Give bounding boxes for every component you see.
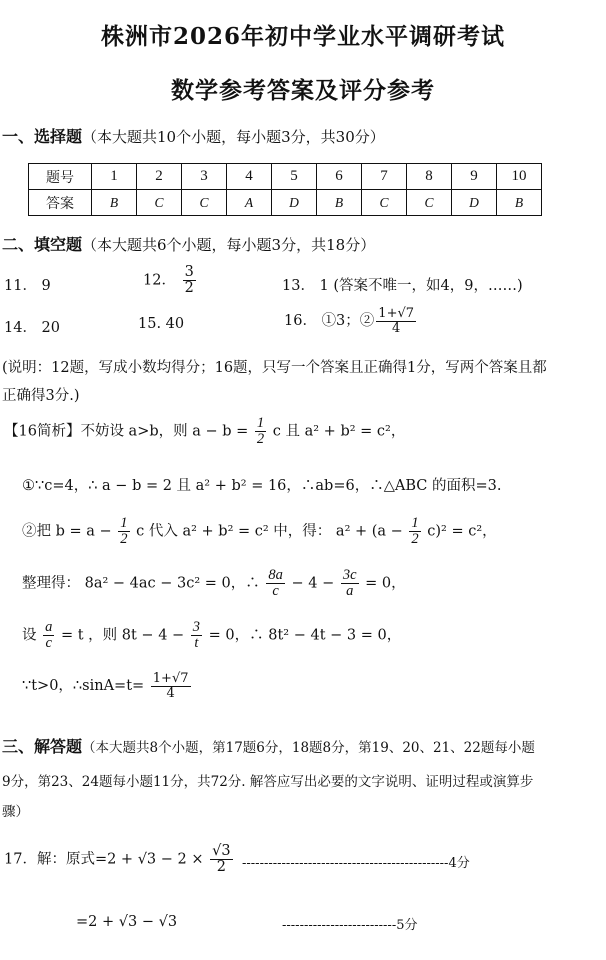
analysis-text: c 且 a² + b² = c²，: [272, 423, 406, 440]
fraction-denominator: 4: [166, 685, 175, 701]
page-subtitle: 数学参考答案及评分参考: [171, 77, 435, 104]
analysis-text: ②把 b = a −: [22, 523, 112, 540]
analysis-line-3: [22, 516, 497, 547]
analysis-line-1: [4, 416, 405, 447]
table-cell: 2: [137, 164, 182, 190]
fraction: [341, 568, 359, 599]
table-cell: 9: [452, 164, 497, 190]
analysis-text: = 0，: [365, 575, 406, 592]
table-cell: 5: [272, 164, 317, 190]
fraction-denominator: t: [194, 635, 199, 652]
fraction-numerator: a: [45, 619, 53, 635]
section-3-note-line: 9分，第23、24题每小题11分，共72分. 解答应写出必要的文字说明、证明过程或演算步: [2, 774, 534, 790]
section-2-title: 二、填空题: [2, 235, 83, 254]
table-cell: B: [92, 190, 137, 216]
fraction-denominator: 2: [256, 431, 265, 448]
section-3-note: （本大题共8个小题，第17题6分，18题8分，第19、20、21、22题每小题: [82, 740, 535, 756]
table-row: [29, 190, 542, 216]
table-cell: 10: [497, 164, 542, 190]
analysis-line-6: [22, 672, 193, 700]
explanation-line: (说明：12题，写成小数均得分；16题，只写一个答案且正确得1分，写两个答案且都: [2, 360, 547, 376]
fraction-denominator: 2: [216, 859, 226, 876]
fraction-denominator: 2: [184, 280, 194, 297]
table-cell: C: [362, 190, 407, 216]
analysis-line-2: ①∵c=4，∴ a − b = 2 且 a² + b² = 16，∴ab=6，∴△ABC 的面积=3.: [22, 478, 502, 494]
fraction: [266, 568, 285, 599]
answer-q12: [143, 265, 198, 296]
score-marker: --------------------------5分: [282, 918, 418, 933]
row-label-number: 题号: [29, 164, 92, 190]
answer-q17-line-1: [4, 844, 235, 875]
explanation-line: 正确得3分.): [2, 388, 80, 404]
fraction-denominator: 4: [392, 320, 401, 336]
fraction-numerator: 3: [192, 619, 201, 635]
analysis-text: = 0，∴ 8t² − 4t − 3 = 0，: [208, 627, 402, 644]
analysis-line-5: [22, 620, 401, 651]
section-3-title: 三、解答题: [2, 737, 83, 756]
fraction: [376, 307, 416, 335]
section-2-note: （本大题共6个小题，每小题3分，共18分）: [82, 236, 376, 254]
fraction-numerator: √3: [212, 843, 231, 859]
fraction: [151, 672, 191, 700]
table-cell: 6: [317, 164, 362, 190]
table-cell: 8: [407, 164, 452, 190]
q12-label: 12．: [143, 272, 176, 289]
analysis-text: c 代入 a² + b² = c² 中，得： a² + (a −: [136, 523, 403, 540]
section-2-heading: [2, 232, 375, 255]
analysis-text: 设: [22, 627, 37, 644]
analysis-line-4: [22, 568, 406, 599]
fraction-numerator: 1: [120, 515, 128, 531]
fraction-numerator: 1+√7: [152, 671, 189, 686]
table-row: [29, 164, 542, 190]
answer-q11: 11． 9: [4, 278, 51, 294]
fraction-numerator: 1: [256, 415, 265, 431]
table-cell: B: [497, 190, 542, 216]
fraction: [191, 620, 202, 651]
row-label-answer: 答案: [29, 190, 92, 216]
table-cell: A: [227, 190, 272, 216]
fraction-numerator: 1+√7: [378, 306, 415, 321]
answer-table: [28, 163, 542, 216]
q16-label: 16．: [284, 313, 317, 330]
fraction-numerator: 3: [184, 264, 194, 280]
table-cell: 4: [227, 164, 272, 190]
fraction-denominator: 2: [120, 531, 128, 548]
table-cell: C: [407, 190, 452, 216]
analysis-text: c)² = c²，: [427, 523, 497, 540]
q17-text: 17．解：原式=2 + √3 − 2 ×: [4, 851, 204, 868]
analysis-text: 整理得： 8a² − 4ac − 3c² = 0，∴: [22, 575, 260, 592]
fraction: [255, 416, 266, 447]
table-cell: C: [137, 190, 182, 216]
table-cell: 1: [92, 164, 137, 190]
fraction-denominator: c: [272, 583, 279, 600]
analysis-text: 【16简析】不妨设 a>b，则 a − b =: [4, 423, 249, 440]
section-3-note-line: 骤）: [2, 804, 29, 820]
table-cell: 7: [362, 164, 407, 190]
fraction-numerator: 3c: [342, 567, 357, 583]
section-1-heading: [2, 124, 385, 147]
table-cell: D: [452, 190, 497, 216]
answer-q13: 13． 1 (答案不唯一，如4，9，……): [282, 278, 523, 294]
answer-q15: 15. 40: [138, 316, 185, 332]
q16-part: ①3；②: [321, 313, 375, 330]
section-3-heading: [2, 734, 535, 757]
table-cell: B: [317, 190, 362, 216]
fraction: [118, 516, 129, 547]
fraction-denominator: 2: [411, 531, 419, 548]
answer-q17-line-2: =2 + √3 − √3: [76, 914, 178, 930]
score-marker: -----------------------------------------------4分: [242, 856, 470, 871]
fraction-numerator: 8a: [268, 567, 283, 583]
table-cell: D: [272, 190, 317, 216]
analysis-text: = t ，则 8t − 4 −: [60, 627, 185, 644]
answer-q14: 14． 20: [4, 320, 61, 336]
fraction-numerator: 1: [411, 515, 419, 531]
fraction: [210, 844, 232, 875]
analysis-text: − 4 −: [291, 575, 335, 592]
fraction: [409, 516, 420, 547]
answer-q16: [284, 307, 418, 335]
table-cell: C: [182, 190, 227, 216]
section-1-note: （本大题共10个小题，每小题3分，共30分）: [82, 128, 385, 146]
fraction-denominator: c: [45, 635, 52, 652]
table-cell: 3: [182, 164, 227, 190]
section-1-title: 一、选择题: [2, 127, 83, 146]
fraction: [183, 265, 196, 296]
page-title: 株洲市2026年初中学业水平调研考试: [100, 23, 505, 50]
analysis-text: ∵t>0，∴sinA=t=: [22, 678, 145, 695]
fraction: [43, 620, 54, 651]
fraction-denominator: a: [346, 583, 354, 600]
